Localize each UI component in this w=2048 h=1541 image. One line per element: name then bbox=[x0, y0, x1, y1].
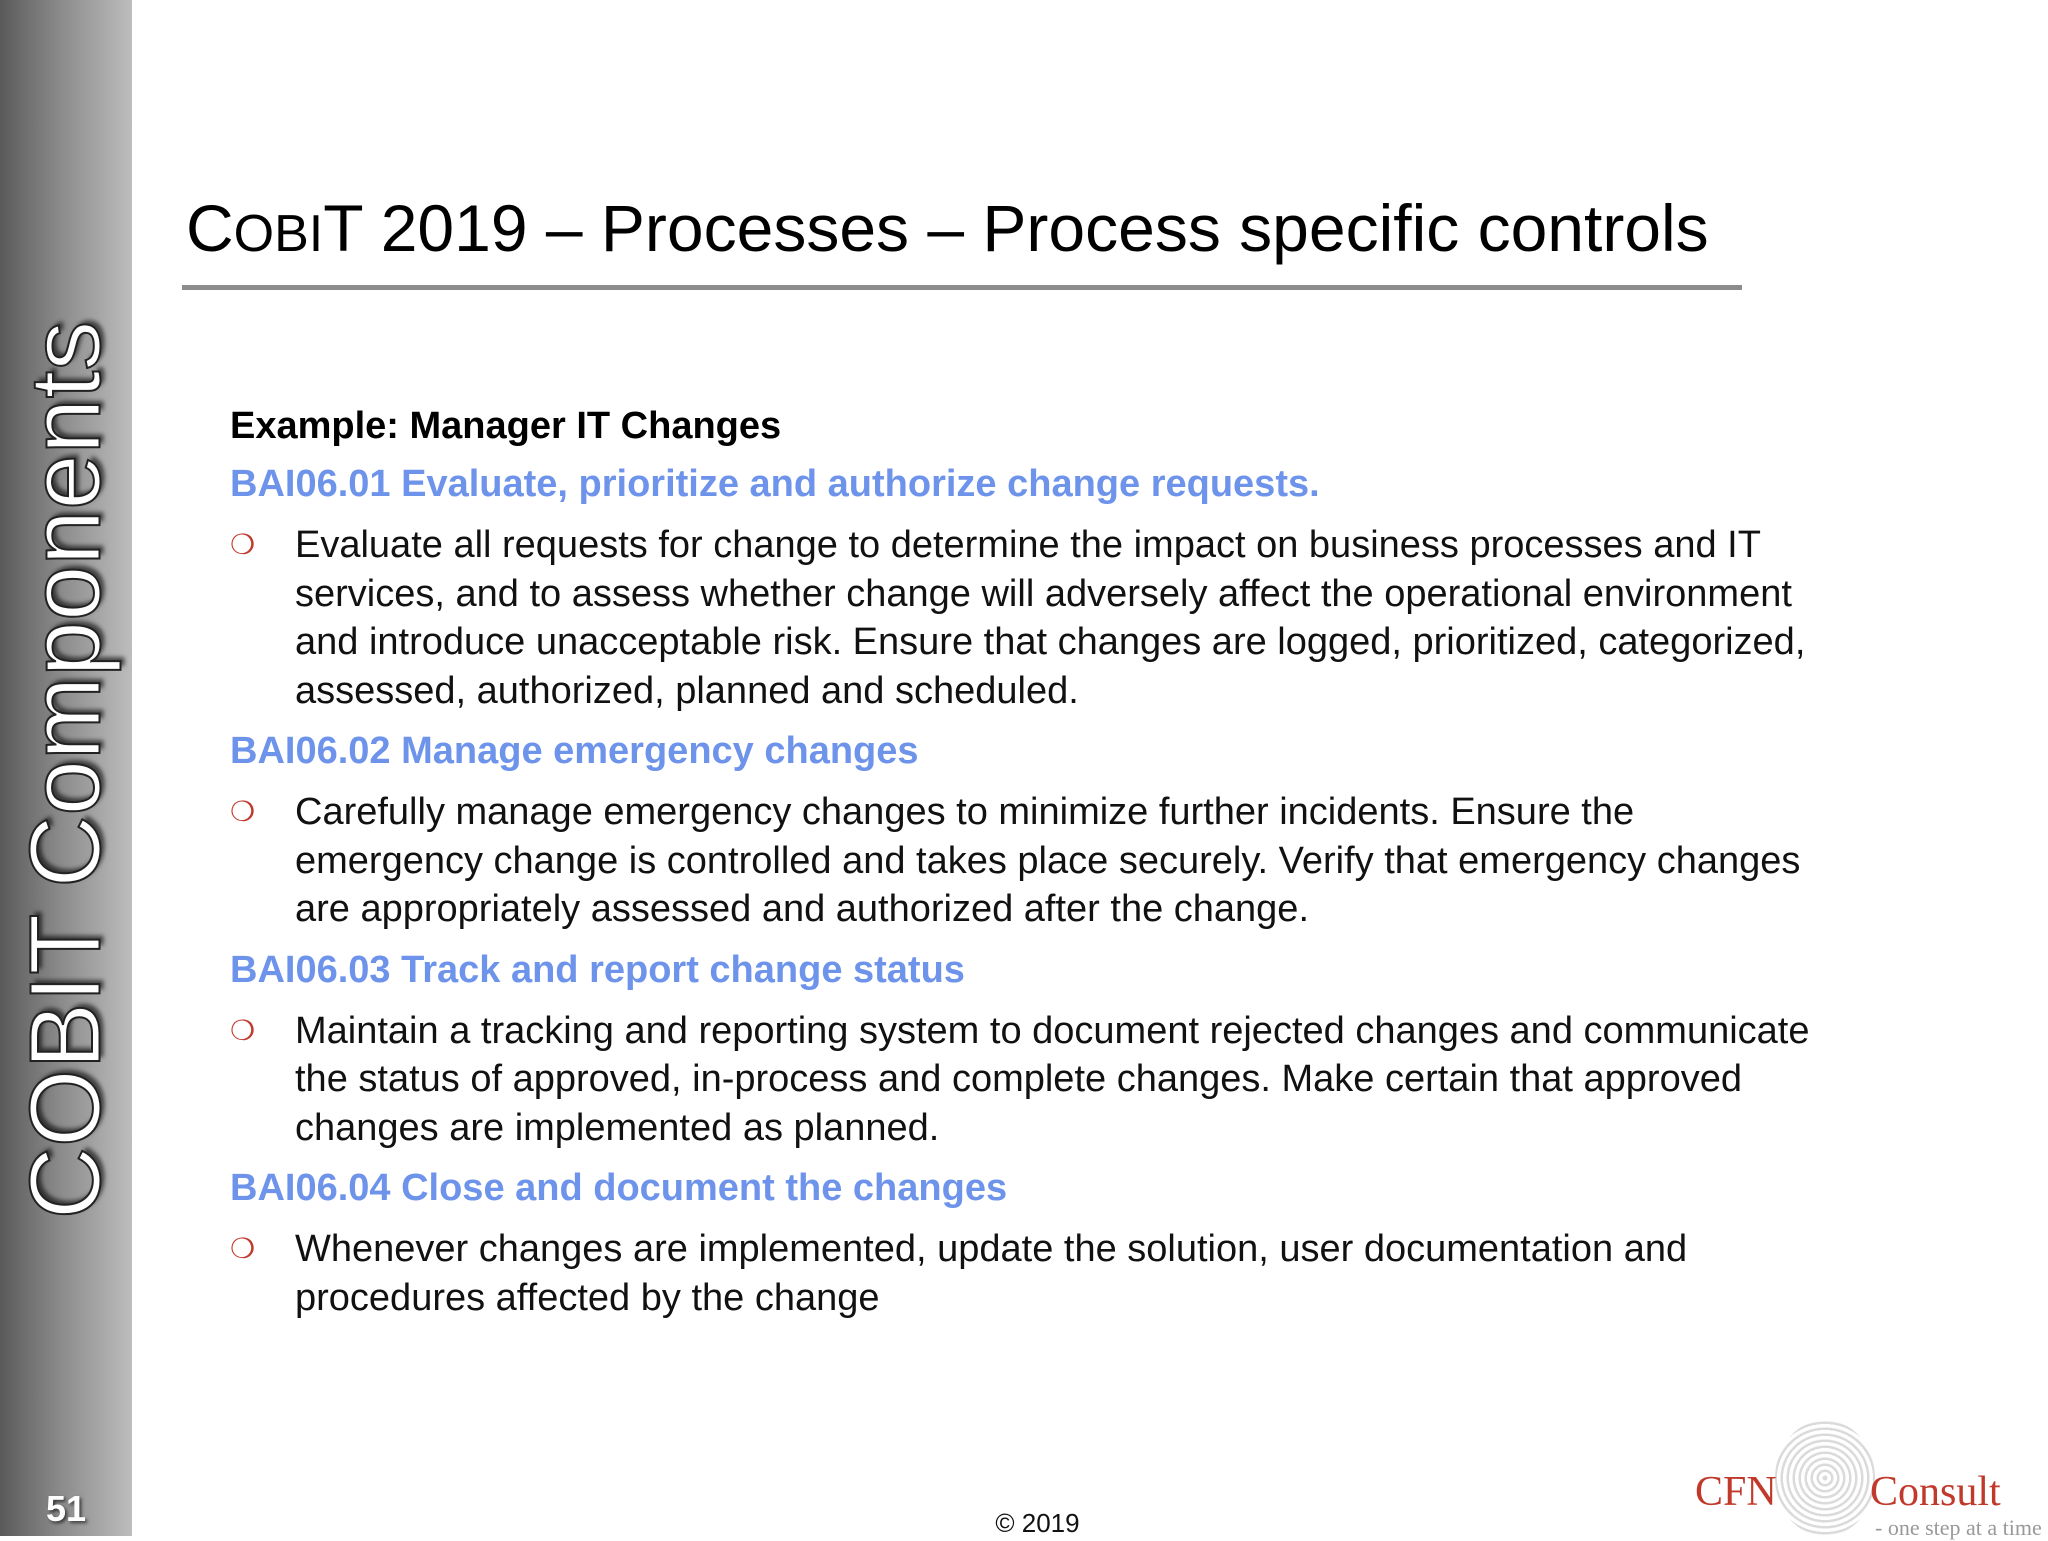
sidebar-title: COBIT Components bbox=[9, 320, 122, 1220]
logo-cfn-text: CFN bbox=[1695, 1469, 1777, 1515]
title-obi: OBI bbox=[233, 205, 324, 263]
bullet-icon: ❍ bbox=[230, 1014, 256, 1046]
bullet-item bbox=[230, 1007, 1830, 1153]
title-rest: T 2019 – Processes – Process specific controls bbox=[323, 191, 1709, 265]
bullet-icon: ❍ bbox=[230, 1233, 256, 1264]
bullet-text: Carefully manage emergency changes to minimize further incidents. Ensure the emergency change is controlled and takes place securely. Verify that emergency changes are appropriately assessed and authorized after the change. bbox=[295, 791, 1801, 930]
logo-consult-text: Consult bbox=[1870, 1469, 2001, 1515]
logo-tagline: - one step at a time bbox=[1875, 1515, 2042, 1540]
section-heading: BAI06.03 Track and report change status bbox=[230, 948, 965, 991]
sidebar bbox=[0, 0, 132, 1536]
section-heading: BAI06.02 Manage emergency changes bbox=[230, 730, 919, 772]
bullet-item bbox=[230, 788, 1830, 934]
bullet-icon: ❍ bbox=[230, 796, 256, 827]
bullet-text: Evaluate all requests for change to determine the impact on business processes and IT services, and to assess whether change will adversely affect the operational environment and introduce unacceptable risk. Ensure that changes are logged, prioritized, categorized, assessed, authorized, planned and scheduled. bbox=[295, 524, 1806, 712]
fingerprint-icon bbox=[1775, 1420, 1875, 1536]
copyright-footer: © 2019 bbox=[995, 1508, 1080, 1538]
slide-content bbox=[230, 405, 1830, 1337]
section-heading: BAI06.01 Evaluate, prioritize and authorize change requests. bbox=[230, 463, 1320, 505]
slide-title bbox=[186, 190, 1709, 266]
bullet-icon: ❍ bbox=[230, 529, 256, 560]
bullet-text: Maintain a tracking and reporting system to document rejected changes and communicate the status of approved, in-process and complete changes. Make certain that approved changes are implemented as planned. bbox=[295, 1009, 1810, 1149]
title-c: C bbox=[186, 191, 234, 265]
bullet-item bbox=[230, 521, 1830, 715]
bullet-item bbox=[230, 1225, 1830, 1322]
example-heading: Example: Manager IT Changes bbox=[230, 405, 782, 447]
bullet-text: Whenever changes are implemented, update the solution, user documentation and procedures affected by the change bbox=[295, 1228, 1688, 1319]
cfn-consult-logo bbox=[1695, 1420, 2048, 1540]
title-divider bbox=[182, 285, 1742, 290]
section-heading: BAI06.04 Close and document the changes bbox=[230, 1167, 1008, 1209]
slide-number: 51 bbox=[45, 1488, 87, 1529]
